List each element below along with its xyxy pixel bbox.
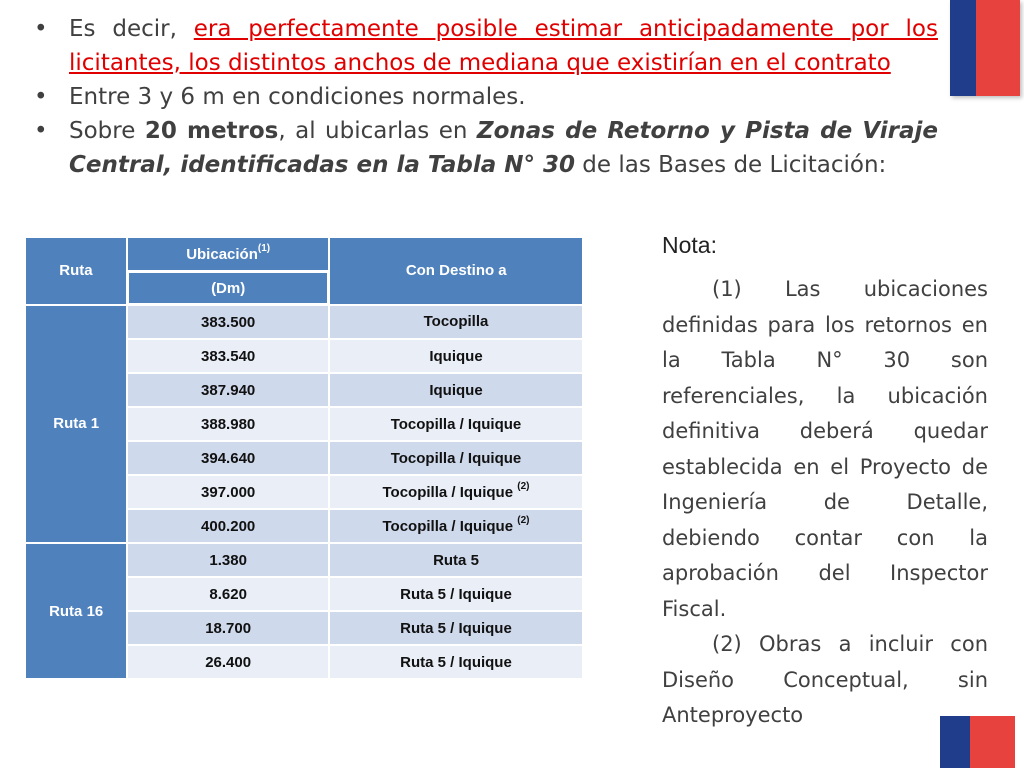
destination-cell bbox=[329, 577, 583, 611]
bullet-2 bbox=[34, 80, 938, 114]
destination-cell bbox=[329, 645, 583, 679]
dm-cell: 387.940 bbox=[127, 373, 329, 407]
bullet-3-bold: 20 metros bbox=[144, 118, 279, 144]
header-dm: (Dm) bbox=[127, 272, 329, 305]
flag-blue-stripe bbox=[940, 716, 970, 768]
route-group-cell: Ruta 16 bbox=[25, 543, 127, 679]
destination-footnote: (2) bbox=[517, 514, 530, 526]
bullet-3-text-a: Sobre bbox=[69, 118, 145, 144]
header-ubicacion-footnote: (1) bbox=[257, 242, 271, 254]
note-paragraph-2: (2) Obras a incluir con Diseño Conceptual, sin Anteproyecto bbox=[662, 632, 988, 727]
dm-cell: 8.620 bbox=[127, 577, 329, 611]
destination-cell bbox=[329, 305, 583, 340]
route-group-cell: Ruta 1 bbox=[25, 305, 127, 544]
flag-logo-top bbox=[950, 0, 1020, 96]
dm-cell: 383.540 bbox=[127, 339, 329, 373]
destination-label: Tocopilla / Iquique bbox=[390, 449, 522, 467]
bullet-list bbox=[34, 12, 938, 182]
table-row bbox=[25, 305, 583, 340]
bullet-3-bold-italic: Zonas de Retorno y Pista de Viraje Central, identificadas en la Tabla N° 30 bbox=[69, 118, 939, 178]
destination-label: Ruta 5 / Iquique bbox=[400, 653, 512, 671]
retornos-table bbox=[24, 236, 584, 680]
note-body bbox=[662, 272, 988, 734]
destination-cell bbox=[329, 441, 583, 475]
dm-cell: 383.500 bbox=[127, 305, 329, 340]
destination-footnote: (2) bbox=[517, 480, 530, 492]
destination-cell bbox=[329, 611, 583, 645]
flag-logo-bottom bbox=[940, 716, 1015, 768]
bullet-3-text-b: , al ubicarlas en bbox=[278, 118, 477, 144]
dm-cell: 18.700 bbox=[127, 611, 329, 645]
destination-cell bbox=[329, 475, 583, 509]
destination-label: Iquique bbox=[429, 381, 483, 399]
flag-red-stripe bbox=[976, 0, 1020, 96]
header-ubicacion-label: Ubicación bbox=[186, 245, 258, 263]
bullet-1 bbox=[34, 12, 938, 80]
bullet-1-text: Es decir, bbox=[69, 16, 194, 42]
bullet-2-text: Entre 3 y 6 m en condiciones normales. bbox=[69, 84, 526, 110]
dm-cell: 388.980 bbox=[127, 407, 329, 441]
flag-blue-stripe bbox=[950, 0, 976, 96]
destination-label: Ruta 5 / Iquique bbox=[400, 585, 512, 603]
dm-cell: 26.400 bbox=[127, 645, 329, 679]
destination-label: Tocopilla / Iquique bbox=[382, 517, 518, 535]
destination-cell bbox=[329, 373, 583, 407]
flag-red-stripe bbox=[970, 716, 1015, 768]
dm-cell: 1.380 bbox=[127, 543, 329, 577]
dm-cell: 400.200 bbox=[127, 509, 329, 543]
destination-cell bbox=[329, 509, 583, 543]
header-ubicacion bbox=[127, 237, 329, 272]
destination-label: Tocopilla / Iquique bbox=[390, 415, 522, 433]
destination-label: Tocopilla bbox=[423, 313, 489, 331]
destination-cell bbox=[329, 543, 583, 577]
dm-cell: 397.000 bbox=[127, 475, 329, 509]
note-title: Nota: bbox=[662, 232, 717, 258]
destination-cell bbox=[329, 339, 583, 373]
bullet-1-highlight: era perfectamente posible estimar anticipadamente por los licitantes, los distintos anchos de mediana que existirían en el contrato bbox=[69, 16, 938, 76]
note-paragraph-1: (1) Las ubicaciones definidas para los retornos en la Tabla N° 30 son referenciales, la ubicación definitiva deberá quedar establecida en el Proyecto de Ingeniería de Detalle, debiendo contar con la aprobación del Inspector Fiscal. bbox=[662, 277, 988, 621]
header-destino: Con Destino a bbox=[329, 237, 583, 305]
destination-cell bbox=[329, 407, 583, 441]
bullet-3 bbox=[34, 114, 938, 182]
dm-cell: 394.640 bbox=[127, 441, 329, 475]
header-ruta: Ruta bbox=[25, 237, 127, 305]
table-row bbox=[25, 543, 583, 577]
bullet-3-text-c: de las Bases de Licitación: bbox=[575, 152, 887, 178]
destination-label: Ruta 5 bbox=[433, 551, 479, 569]
destination-label: Iquique bbox=[429, 347, 483, 365]
destination-label: Ruta 5 / Iquique bbox=[400, 619, 512, 637]
destination-label: Tocopilla / Iquique bbox=[382, 483, 518, 501]
